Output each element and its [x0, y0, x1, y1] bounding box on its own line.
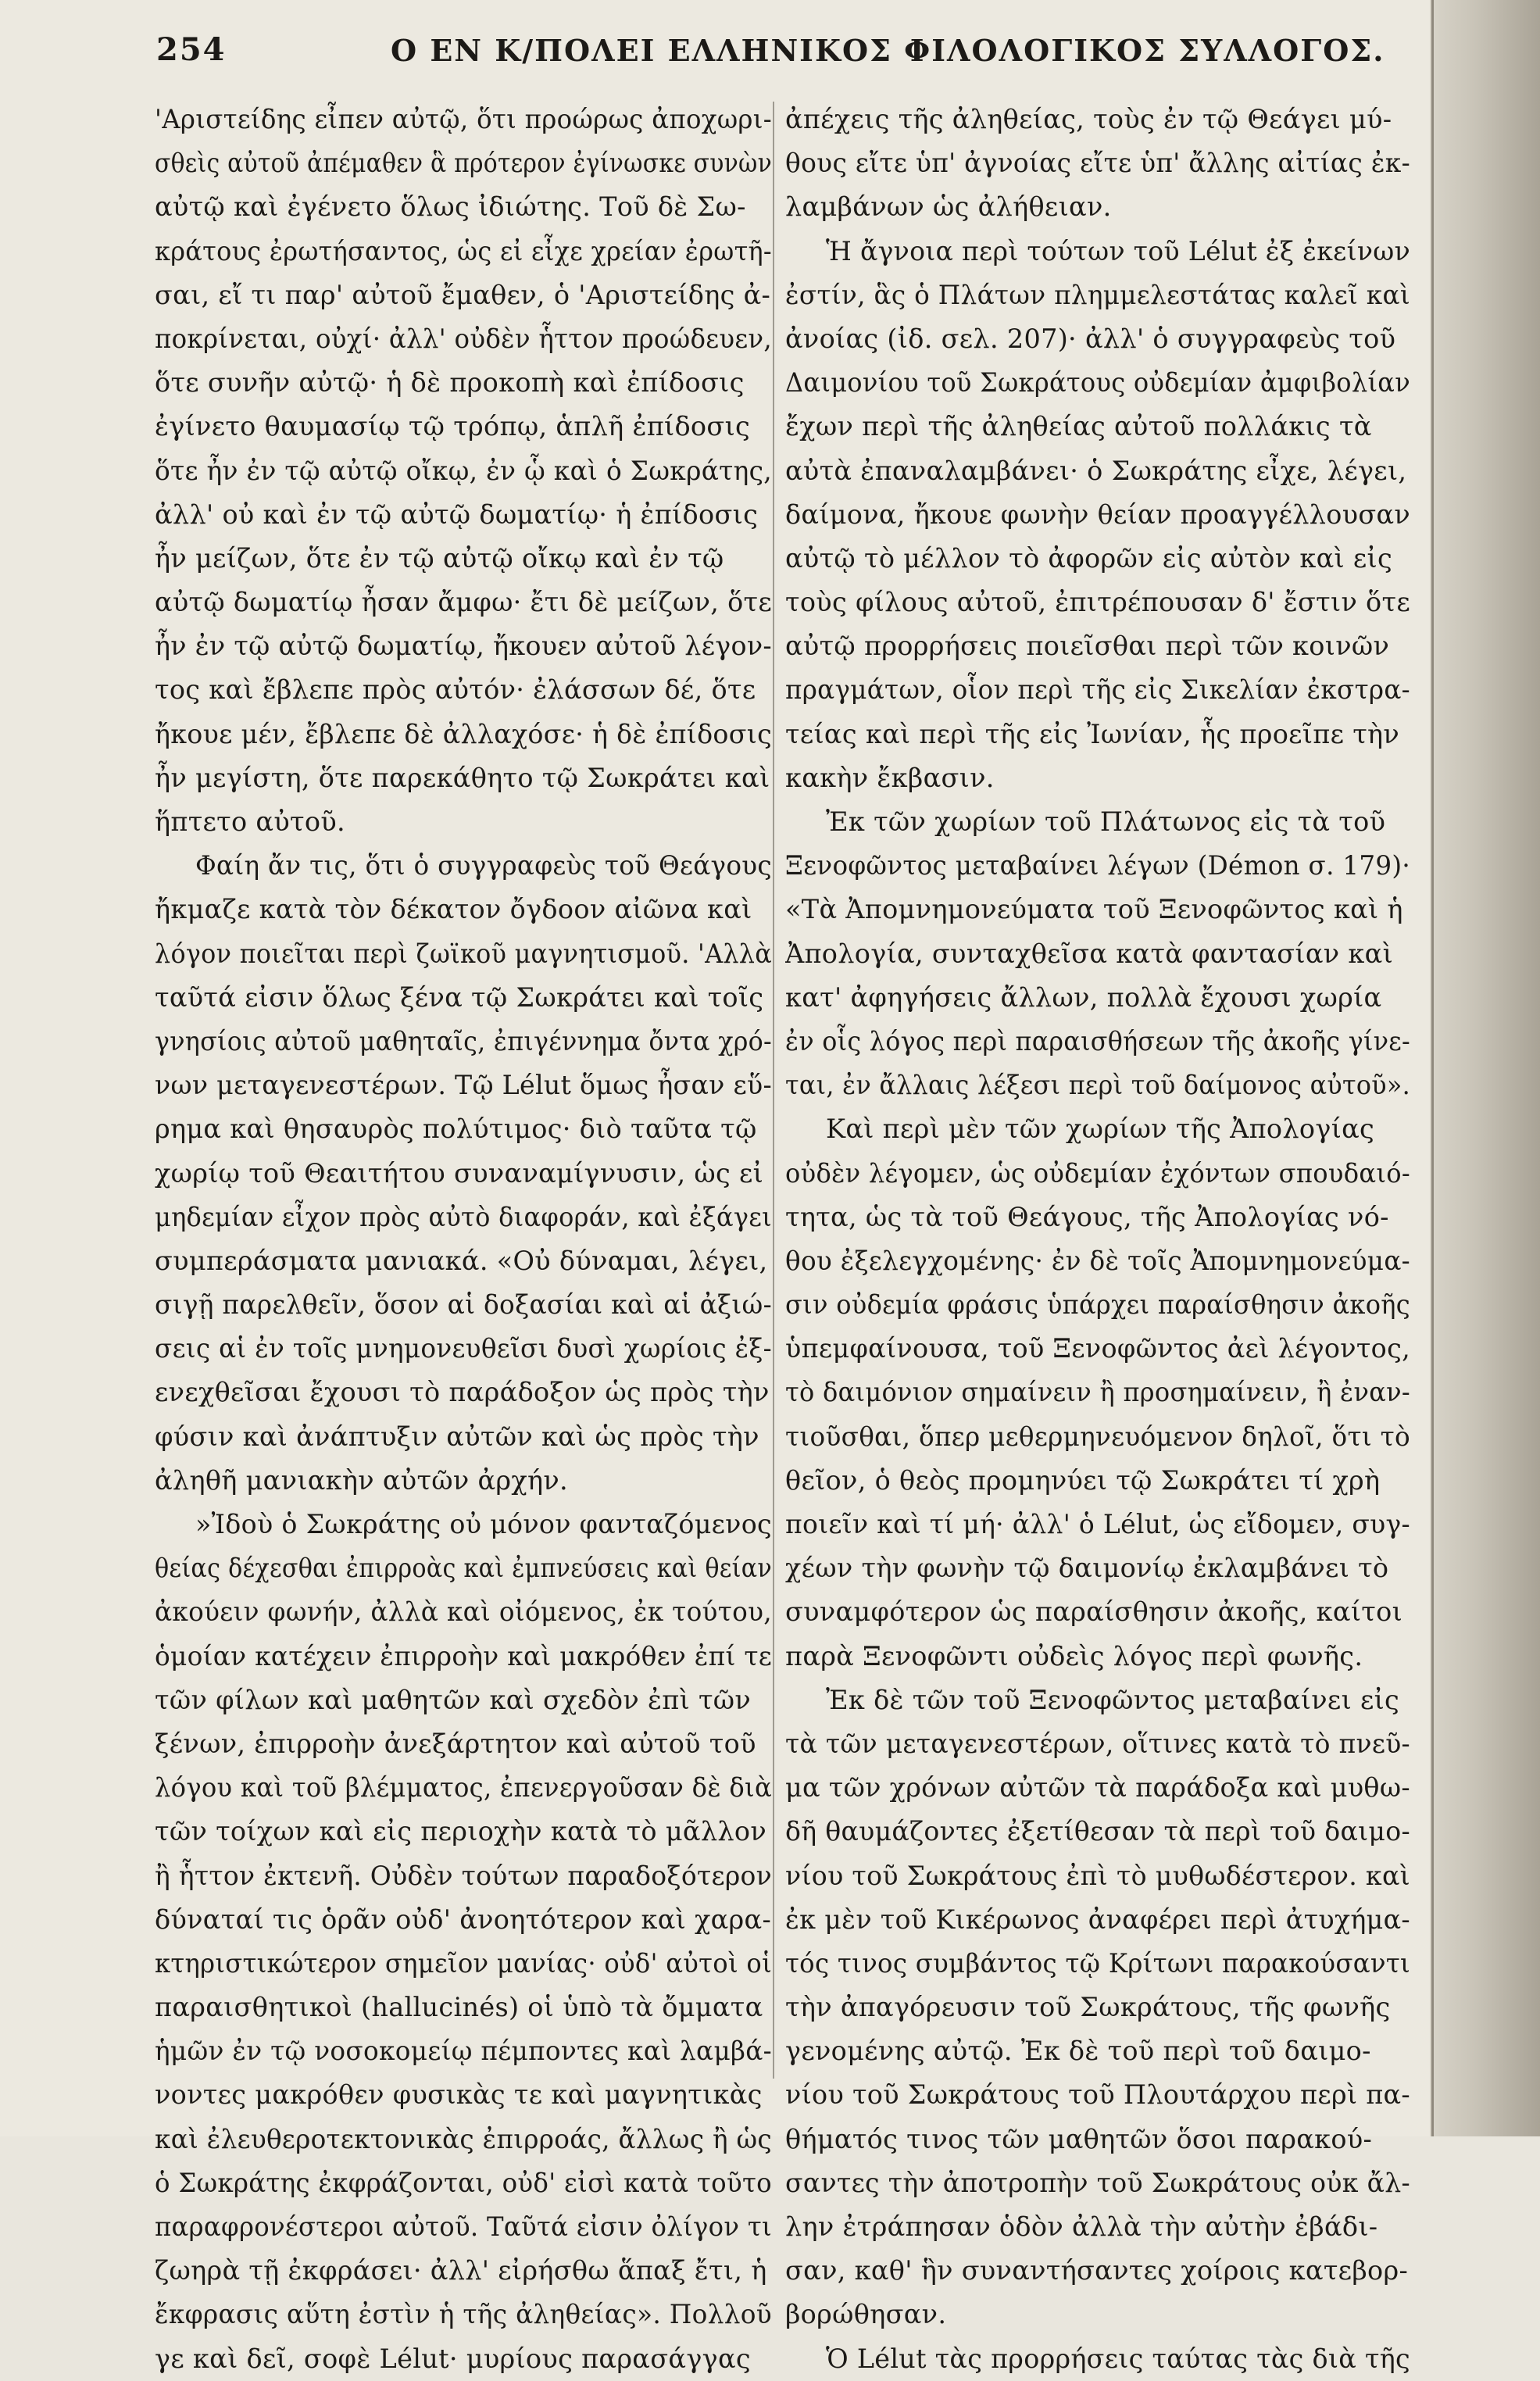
- text-line: Ξενοφῶντος μεταβαίνει λέγων (Démon σ. 179)·: [785, 850, 1410, 881]
- text-line: μα τῶν χρόνων αὐτῶν τὰ παράδοξα καὶ μυθω-: [785, 1772, 1410, 1804]
- text-line: ἤκουε μέν, ἔβλεπε δὲ ἀλλαχόσε· ἡ δὲ ἐπίδοσις: [155, 718, 772, 749]
- text-line: Φαίη ἄν τις, ὅτι ὁ συγγραφεὺς τοῦ Θεάγους: [195, 850, 772, 881]
- text-line: θήματός τινος τῶν μαθητῶν ὅσοι παρακού-: [785, 2123, 1373, 2154]
- text-line: σεις αἱ ἐν τοῖς μνημονευθεῖσι δυσὶ χωρίοις ἐξ-: [155, 1333, 772, 1364]
- text-line: δαίμονα, ἤκουε φωνὴν θείαν προαγγέλλουσαν: [785, 499, 1410, 530]
- text-line: 'Αριστείδης εἶπεν αὐτῷ, ὅτι προώρως ἀποχωρι-: [155, 104, 772, 134]
- text-line: ἦν ἐν τῷ αὐτῷ δωματίῳ, ἤκουεν αὐτοῦ λέγον-: [155, 631, 772, 662]
- text-line: Ἐκ δὲ τῶν τοῦ Ξενοφῶντος μεταβαίνει εἰς: [826, 1684, 1400, 1715]
- text-line: τὸ δαιμόνιον σημαίνειν ἢ προσημαίνειν, ἢ ἐναν-: [785, 1377, 1410, 1408]
- text-line: δύναταί τις ὁρᾶν οὐδ' ἀνοητότερον καὶ χαρα-: [155, 1904, 772, 1935]
- page-number: 254: [156, 31, 227, 68]
- text-line: ἡμῶν ἐν τῷ νοσοκομείῳ πέμποντες καὶ λαμβά-: [155, 2036, 772, 2067]
- text-line: καὶ ἐλευθεροτεκτονικὰς ἐπιρροάς, ἄλλως ἢ ὡς: [155, 2123, 772, 2154]
- running-title: Ο ΕΝ Κ/ΠΟΛΕΙ ΕΛΛΗΝΙΚΟΣ ΦΙΛΟΛΟΓΙΚΟΣ ΣΥΛΛΟΓΟΣ.: [391, 33, 1385, 68]
- text-line: σαν, καθ' ἣν συναντήσαντες χοίροις κατεβορ-: [785, 2255, 1409, 2286]
- text-line: θου ἐξελεγχομένης· ἐν δὲ τοῖς Ἀπομνημονεύμα-: [785, 1245, 1410, 1276]
- text-line: οὐδὲν λέγομεν, ὡς οὐδεμίαν ἐχόντων σπουδαιό-: [785, 1157, 1410, 1189]
- text-line: »Ἰδοὺ ὁ Σωκράτης οὐ μόνον φανταζόμενος: [195, 1509, 772, 1539]
- text-line: ἦν μείζων, ὅτε ἐν τῷ αὐτῷ οἴκῳ καὶ ἐν τῷ: [155, 542, 724, 574]
- text-line: ται, ἐν ἄλλαις λέξεσι περὶ τοῦ δαίμονος αὐτοῦ».: [785, 1070, 1410, 1101]
- text-line: τιοῦσθαι, ὅπερ μεθερμηνευόμενον δηλοῖ, ὅτι τὸ: [785, 1421, 1410, 1452]
- text-line: κατ' ἀφηγήσεις ἄλλων, πολλὰ ἔχουσι χωρία: [785, 981, 1382, 1013]
- text-line: χέων τὴν φωνὴν τῷ δαιμονίῳ ἐκλαμβάνει τὸ: [785, 1553, 1389, 1584]
- text-line: αὐτῷ προρρήσεις ποιεῖσθαι περὶ τῶν κοινῶν: [785, 631, 1390, 662]
- text-line: ἀπέχεις τῆς ἀληθείας, τοὺς ἐν τῷ Θεάγει μύ-: [785, 104, 1392, 134]
- text-line: ενεχθεῖσαι ἔχουσι τὸ παράδοξον ὡς πρὸς τὴν: [155, 1377, 770, 1408]
- text-line: ὅτε ἦν ἐν τῷ αὐτῷ οἴκῳ, ἐν ᾧ καὶ ὁ Σωκράτης,: [155, 455, 772, 486]
- text-line: φύσιν καὶ ἀνάπτυξιν αὐτῶν καὶ ὡς πρὸς τὴν: [155, 1421, 759, 1452]
- text-line: νοντες μακρόθεν φυσικὰς τε καὶ μαγνητικὰς: [155, 2079, 763, 2111]
- left-column: [155, 98, 772, 2381]
- text-line: τῶν τοίχων καὶ εἰς περιοχὴν κατὰ τὸ μᾶλλον: [155, 1816, 767, 1847]
- text-line: ἀληθῆ μανιακὴν αὐτῶν ἀρχήν.: [155, 1464, 569, 1496]
- text-line: δῆ θαυμάζοντες ἐξετίθεσαν τὰ περὶ τοῦ δαιμο-: [785, 1816, 1410, 1847]
- text-line: συναμφότερον ὡς παραίσθησιν ἀκοῆς, καίτοι: [785, 1596, 1403, 1628]
- text-line: Καὶ περὶ μὲν τῶν χωρίων τῆς Ἀπολογίας: [826, 1114, 1375, 1145]
- text-line: ποκρίνεται, οὐχί· ἀλλ' οὐδὲν ἧττον προώδευεν,: [155, 323, 772, 354]
- page-edge-line: [1431, 0, 1434, 2136]
- text-line: παραισθητικοὶ (hallucinés) οἱ ὑπὸ τὰ ὄμματα: [155, 1992, 763, 2023]
- text-line: τοὺς φίλους αὐτοῦ, ἐπιτρέπουσαν δ' ἔστιν ὅτε: [785, 587, 1410, 618]
- text-line: αὐτῷ δωματίῳ ἦσαν ἄμφω· ἔτι δὲ μείζων, ὅτε: [155, 587, 772, 618]
- column-divider: [773, 102, 774, 2079]
- text-line: τός τινος συμβάντος τῷ Κρίτωνι παρακούσαντι: [785, 1947, 1410, 1979]
- text-line: λόγου καὶ τοῦ βλέμματος, ἐπενεργοῦσαν δὲ διὰ: [155, 1772, 772, 1804]
- text-line: τῶν φίλων καὶ μαθητῶν καὶ σχεδὸν ἐπὶ τῶν: [155, 1684, 752, 1715]
- text-line: ἐγίνετο θαυμασίῳ τῷ τρόπῳ, ἁπλῆ ἐπίδοσις: [155, 411, 751, 442]
- text-line: ἥπτετο αὐτοῦ.: [155, 806, 345, 837]
- text-line: ταῦτά εἰσιν ὅλως ξένα τῷ Σωκράτει καὶ τοῖς: [155, 981, 764, 1013]
- text-line: βορώθησαν.: [785, 2299, 947, 2330]
- text-line: ζωηρὰ τῇ ἐκφράσει· ἀλλ' εἰρήσθω ἅπαξ ἔτι, ἡ: [155, 2255, 767, 2286]
- page-edge-shadow: [1430, 0, 1540, 2136]
- text-line: ἀλλ' οὐ καὶ ἐν τῷ αὐτῷ δωματίῳ· ἡ ἐπίδοσις: [155, 499, 759, 530]
- text-line: τὴν ἀπαγόρευσιν τοῦ Σωκράτους, τῆς φωνῆς: [785, 1992, 1391, 2023]
- text-line: γενομένης αὐτῷ. Ἐκ δὲ τοῦ περὶ τοῦ δαιμο-: [785, 2036, 1371, 2067]
- page-header: [156, 31, 1414, 78]
- text-line: ποιεῖν καὶ τί μή· ἀλλ' ὁ Lélut, ὡς εἴδομεν, συγ-: [785, 1509, 1410, 1539]
- text-line: Ἡ ἄγνοια περὶ τούτων τοῦ Lélut ἐξ ἐκείνων: [826, 235, 1410, 266]
- text-line: θείας δέχεσθαι ἐπιρροὰς καὶ ἐμπνεύσεις καὶ θείαν: [155, 1553, 772, 1584]
- text-line: νίου τοῦ Σωκράτους τοῦ Πλουτάρχου περὶ πα-: [785, 2079, 1410, 2111]
- text-line: ἀκούειν φωνήν, ἀλλὰ καὶ οἰόμενος, ἐκ τούτου,: [155, 1596, 772, 1628]
- text-line: ρημα καὶ θησαυρὸς πολύτιμος· διὸ ταῦτα τῷ: [155, 1114, 757, 1145]
- text-line: ἀνοίας (ἰδ. σελ. 207)· ἀλλ' ὁ συγγραφεὺς τοῦ: [785, 323, 1396, 354]
- text-line: ἦν μεγίστη, ὅτε παρεκάθητο τῷ Σωκράτει καὶ: [155, 762, 770, 793]
- text-line: σιν οὐδεμία φράσις ὑπάρχει παραίσθησιν ἀκοῆς: [785, 1289, 1410, 1321]
- right-column: [785, 98, 1410, 2381]
- text-line: ὁ Σωκράτης ἐκφράζονται, οὐδ' εἰσὶ κατὰ τοῦτο: [155, 2167, 772, 2198]
- text-line: τος καὶ ἔβλεπε πρὸς αὐτόν· ἐλάσσων δέ, ὅτε: [155, 674, 756, 706]
- text-line: θους εἴτε ὑπ' ἀγνοίας εἴτε ὑπ' ἄλλης αἰτίας ἐκ-: [785, 148, 1410, 179]
- text-line: ἐν οἷς λόγος περὶ παραισθήσεων τῆς ἀκοῆς γίνε-: [785, 1025, 1410, 1056]
- text-line: χωρίῳ τοῦ Θεαιτήτου συναναμίγνυσιν, ὡς εἰ: [155, 1157, 764, 1189]
- text-line: σαι, εἴ τι παρ' αὐτοῦ ἔμαθεν, ὁ 'Αριστείδης ἀ-: [155, 279, 771, 310]
- text-line: λην ἐτράπησαν ὁδὸν ἀλλὰ τὴν αὐτὴν ἐβάδι-: [785, 2211, 1378, 2242]
- text-line: Δαιμονίου τοῦ Σωκράτους οὐδεμίαν ἀμφιβολίαν: [785, 367, 1410, 399]
- text-line: λαμβάνων ὡς ἀλήθειαν.: [785, 191, 1112, 223]
- text-line: ξένων, ἐπιρροὴν ἀνεξάρτητον καὶ αὐτοῦ τοῦ: [155, 1728, 756, 1759]
- text-line: παραφρονέστεροι αὐτοῦ. Ταῦτά εἰσιν ὀλίγον τι: [155, 2211, 772, 2242]
- text-line: νων μεταγενεστέρων. Τῷ Lélut ὅμως ἦσαν εὕ-: [155, 1070, 772, 1101]
- text-line: ἐκ μὲν τοῦ Κικέρωνος ἀναφέρει περὶ ἀτυχήμα-: [785, 1904, 1410, 1935]
- text-line: ἐστίν, ἃς ὁ Πλάτων πλημμελεστάτας καλεῖ καὶ: [785, 279, 1410, 310]
- text-line: αὐτῷ καὶ ἐγένετο ὅλως ἰδιώτης. Τοῦ δὲ Σω-: [155, 191, 746, 223]
- text-line: αὐτὰ ἐπαναλαμβάνει· ὁ Σωκράτης εἶχε, λέγει,: [785, 455, 1407, 486]
- text-line: σιγῇ παρελθεῖν, ὅσον αἱ δοξασίαι καὶ αἱ ἀξιώ-: [155, 1289, 772, 1321]
- text-line: ὅτε συνῆν αὐτῷ· ἡ δὲ προκοπὴ καὶ ἐπίδοσις: [155, 367, 745, 399]
- text-line: γνησίοις αὐτοῦ μαθηταῖς, ἐπιγέννημα ὄντα χρό-: [155, 1025, 772, 1056]
- text-line: ὁμοίαν κατέχειν ἐπιρροὴν καὶ μακρόθεν ἐπί τε: [155, 1640, 772, 1671]
- text-line: Ὁ Lélut τὰς προρρήσεις ταύτας τὰς διὰ τῆς: [826, 2343, 1410, 2374]
- text-line: γε καὶ δεῖ, σοφὲ Lélut· μυρίους παρασάγγας: [155, 2343, 751, 2374]
- text-line: λόγον ποιεῖται περὶ ζωϊκοῦ μαγνητισμοῦ. 'Αλλὰ: [155, 938, 772, 969]
- text-line: αὐτῷ τὸ μέλλον τὸ ἀφορῶν εἰς αὐτὸν καὶ εἰς: [785, 542, 1393, 574]
- text-line: μηδεμίαν εἶχον πρὸς αὐτὸ διαφοράν, καὶ ἐξάγει: [155, 1201, 772, 1232]
- text-line: Ἐκ τῶν χωρίων τοῦ Πλάτωνος εἰς τὰ τοῦ: [826, 806, 1386, 837]
- text-line: ἔχων περὶ τῆς ἀληθείας αὐτοῦ πολλάκις τὰ: [785, 411, 1372, 442]
- text-line: τὰ τῶν μεταγενεστέρων, οἵτινες κατὰ τὸ πνεῦ-: [785, 1728, 1410, 1759]
- text-line: κράτους ἐρωτήσαντος, ὡς εἰ εἶχε χρείαν ἐρωτῆ-: [155, 235, 772, 266]
- text-line: παρὰ Ξενοφῶντι οὐδεὶς λόγος περὶ φωνῆς.: [785, 1640, 1363, 1671]
- text-line: σθεὶς αὐτοῦ ἀπέμαθεν ἃ πρότερον ἐγίνωσκε συνὼν: [155, 148, 772, 179]
- text-line: συμπεράσματα μανιακά. «Οὐ δύναμαι, λέγει,: [155, 1245, 768, 1276]
- text-line: ἔκφρασις αὕτη ἐστὶν ἡ τῆς ἀληθείας». Πολλοῦ: [155, 2299, 772, 2330]
- text-line: τείας καὶ περὶ τῆς εἰς Ἰωνίαν, ἧς προεῖπε τὴν: [785, 718, 1400, 749]
- text-line: ὑπεμφαίνουσα, τοῦ Ξενοφῶντος ἀεὶ λέγοντος,: [785, 1333, 1410, 1364]
- text-line: κτηριστικώτερον σημεῖον μανίας· οὐδ' αὐτοὶ οἱ: [155, 1947, 772, 1979]
- text-line: νίου τοῦ Σωκράτους ἐπὶ τὸ μυθωδέστερον. καὶ: [785, 1860, 1410, 1891]
- text-line: θεῖον, ὁ θεὸς προμηνύει τῷ Σωκράτει τί χρὴ: [785, 1464, 1381, 1496]
- text-line: σαντες τὴν ἀποτροπὴν τοῦ Σωκράτους οὐκ ἄλ-: [785, 2167, 1410, 2198]
- text-line: κακὴν ἔκβασιν.: [785, 762, 995, 793]
- text-line: ἤκμαζε κατὰ τὸν δέκατον ὄγδοον αἰῶνα καὶ: [155, 894, 752, 925]
- text-line: πραγμάτων, οἷον περὶ τῆς εἰς Σικελίαν ἐκστρα-: [785, 674, 1410, 706]
- text-line: Ἀπολογία, συνταχθεῖσα κατὰ φαντασίαν καὶ: [785, 938, 1394, 969]
- text-line: ἢ ἧττον ἐκτενῆ. Οὐδὲν τούτων παραδοξότερον: [155, 1860, 772, 1891]
- text-line: τητα, ὡς τὰ τοῦ Θεάγους, τῆς Ἀπολογίας νό-: [785, 1201, 1389, 1232]
- text-line: «Τὰ Ἀπομνημονεύματα τοῦ Ξενοφῶντος καὶ ἡ: [785, 894, 1403, 925]
